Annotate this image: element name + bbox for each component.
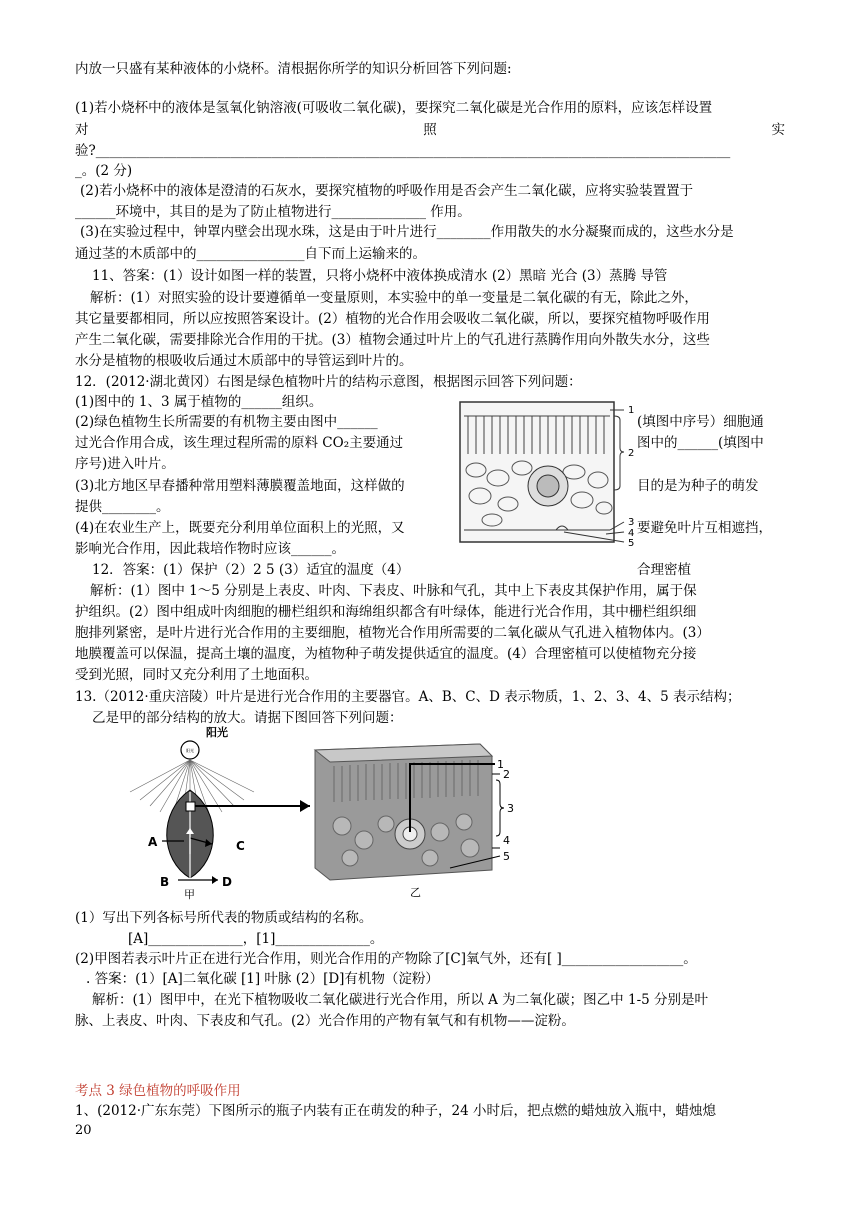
label-d: D (222, 875, 232, 889)
text-line: 乙是甲的部分结构的放大。请据下图回答下列问题： (92, 710, 403, 726)
answer-12: 12．答案：(1）保护（2）2 5 (3）适宜的温度（4） (92, 562, 410, 578)
leaf-section-yi (315, 744, 514, 899)
label-3: 3 (628, 517, 635, 528)
text-line: (2)甲图若表示叶片正在进行光合作用，则光合作用的产物除了[C]氧气外，还有[ ]__________________。 (75, 951, 697, 967)
text-line: (填图中序号）细胞通 (637, 414, 764, 430)
analysis-line: 地膜覆盖可以保温，提高土壤的温度，为植物种子萌发提供适宜的温度。(4）合理密植可以使植物充分接 (75, 646, 697, 662)
text-line: (1)图中的 1、3 属于植物的______组织。 (75, 394, 323, 410)
sun-label: 阳光 (206, 726, 228, 739)
analysis-line: 护组织。(2）图中组成叶肉细胞的栅栏组织和海绵组织都含有叶绿体，能进行光合作用，其中栅栏组织细 (75, 604, 697, 620)
question-1: (1)若小烧杯中的液体是氢氧化钠溶液(可吸收二氧化碳)，要探究二氧化碳是光合作用的原料，应该怎样设置 (75, 100, 713, 116)
text-line: 合理密植 (637, 562, 691, 578)
text-line: 内放一只盛有某种液体的小烧杯。清根据你所学的知识分析回答下列问题: (75, 61, 512, 77)
text-line: 序号)进入叶片。 (75, 456, 175, 472)
answer-13: . 答案：(1）[A]二氧化碳 [1] 叶脉 (2）[D]有机物（淀粉） (86, 971, 439, 987)
analysis-line: 解析：(1）图中 1～5 分别是上表皮、叶肉、下表皮、叶脉和气孔，其中上下表皮其保护作用，属于保 (90, 583, 697, 599)
label-c: C (236, 839, 245, 853)
text-line: (2)绿色植物生长所需要的有机物主要由图中______ (75, 414, 378, 430)
text-line: 影响光合作用，因此栽培作物时应该______。 (75, 541, 345, 557)
question-3: (3)在实验过程中，钟罩内壁会出现水珠，这是由于叶片进行________作用散失的水分凝聚而成的，这些水分是 (80, 224, 734, 240)
text-line: ______环境中，其目的是为了防止植物进行______________ 作用。 (75, 204, 471, 220)
analysis-line: 其它量要都相同，所以应按照答案设计。(2）植物的光合作用会吸收二氧化碳，所以，要探究植物呼吸作用 (75, 311, 710, 327)
sun-sublabel: 阳光 (186, 748, 194, 753)
label-3: 3 (507, 802, 514, 815)
text-line: (1）写出下列各标号所代表的物质或结构的名称。 (75, 910, 373, 926)
section-heading: 考点 3 绿色植物的呼吸作用 (75, 1083, 241, 1099)
leaf-jia (148, 790, 310, 900)
label-1: 1 (497, 758, 504, 771)
text-line: 目的是为种子的萌发 (637, 478, 759, 494)
label-a: A (148, 835, 158, 849)
text-line: (4)在农业生产上，既要充分利用单位面积上的光照，又 (75, 520, 405, 536)
question-12: 12．(2012·湖北黄冈）右图是绿色植物叶片的结构示意图，根据图示回答下列问题： (75, 374, 582, 390)
text-fragment: 对 (75, 122, 89, 138)
label-4: 4 (628, 528, 635, 539)
text-line: (3)北方地区早春播种常用塑料薄膜覆盖地面，这样做的 (75, 478, 405, 494)
label-2: 2 (628, 448, 635, 459)
label-2: 2 (503, 768, 510, 781)
text-line: 提供________。 (75, 499, 170, 515)
label-jia: 甲 (184, 888, 195, 900)
answer-blank-line: 验?______________________________________________________________________________________________ (75, 143, 731, 159)
analysis-line: 脉、上表皮、叶肉、下表皮和气孔。(2）光合作用的产物有氧气和有机物——淀粉。 (75, 1013, 575, 1029)
text-line: 通过茎的木质部中的________________自下而上运输来的。 (75, 246, 426, 262)
analysis-line: 解析：(1）对照实验的设计要遵循单一变量原则，本实验中的单一变量是二氧化碳的有无，除此之外， (90, 290, 698, 306)
leaf-cross-section-figure (456, 400, 642, 548)
text-line: 过光合作用合成，该生理过程所需的原料 CO₂主要通过 (75, 435, 404, 451)
analysis-line: 水分是植物的根吸收后通过木质部中的导管运到叶片的。 (75, 353, 413, 369)
analysis-line: 胞排列紧密，是叶片进行光合作用的主要细胞，植物光合作用所需要的二氧化碳从气孔进入植物体内。(3） (75, 625, 710, 641)
label-1: 1 (628, 405, 635, 416)
text-line: _。(2 分) (75, 163, 133, 179)
text-fragment: 照 (423, 122, 437, 138)
label-yi: 乙 (410, 886, 421, 899)
question-13: 13.（2012·重庆涪陵）叶片是进行光合作用的主要器官。A、B、C、D 表示物质，1、2、3、4、5 表示结构； (75, 689, 741, 705)
text-line: [A]______________，[1]______________。 (128, 931, 384, 947)
text-fragment: 实 (771, 122, 785, 138)
analysis-line: 产生二氧化碳，需要排除光合作用的干扰。(3）植物会通过叶片上的气孔进行蒸腾作用向外散失水分，这些 (75, 332, 710, 348)
label-5: 5 (503, 850, 510, 863)
analysis-line: 解析：(1）图甲中，在光下植物吸收二氧化碳进行光合作用，所以 A 为二氧化碳；图乙中 1-5 分别是叶 (92, 992, 709, 1008)
label-b: B (160, 875, 170, 889)
page-number: 20 (75, 1123, 92, 1138)
leaf-photosynthesis-figure (120, 720, 540, 900)
answer-11: 11、答案：(1）设计如图一样的装置，只将小烧杯中液体换成清水 (2）黑暗 光合 (3）蒸腾 导管 (92, 268, 668, 284)
text-line: 图中的______(填图中 (637, 435, 764, 451)
label-5: 5 (628, 538, 635, 548)
justified-line (75, 121, 785, 139)
text-line: 要避免叶片互相遮挡， (637, 520, 772, 536)
question-1-section3: 1、(2012·广东东莞）下图所示的瓶子内装有正在萌发的种子，24 小时后，把点燃的蜡烛放入瓶中，蜡烛熄 (75, 1103, 716, 1119)
question-2: (2)若小烧杯中的液体是澄清的石灰水，要探究植物的呼吸作用是否会产生二氧化碳，应将实验装置置于 (80, 183, 694, 199)
analysis-line: 受到光照，同时又充分利用了土地面积。 (75, 667, 318, 683)
vein (528, 466, 568, 506)
label-4: 4 (503, 834, 510, 847)
